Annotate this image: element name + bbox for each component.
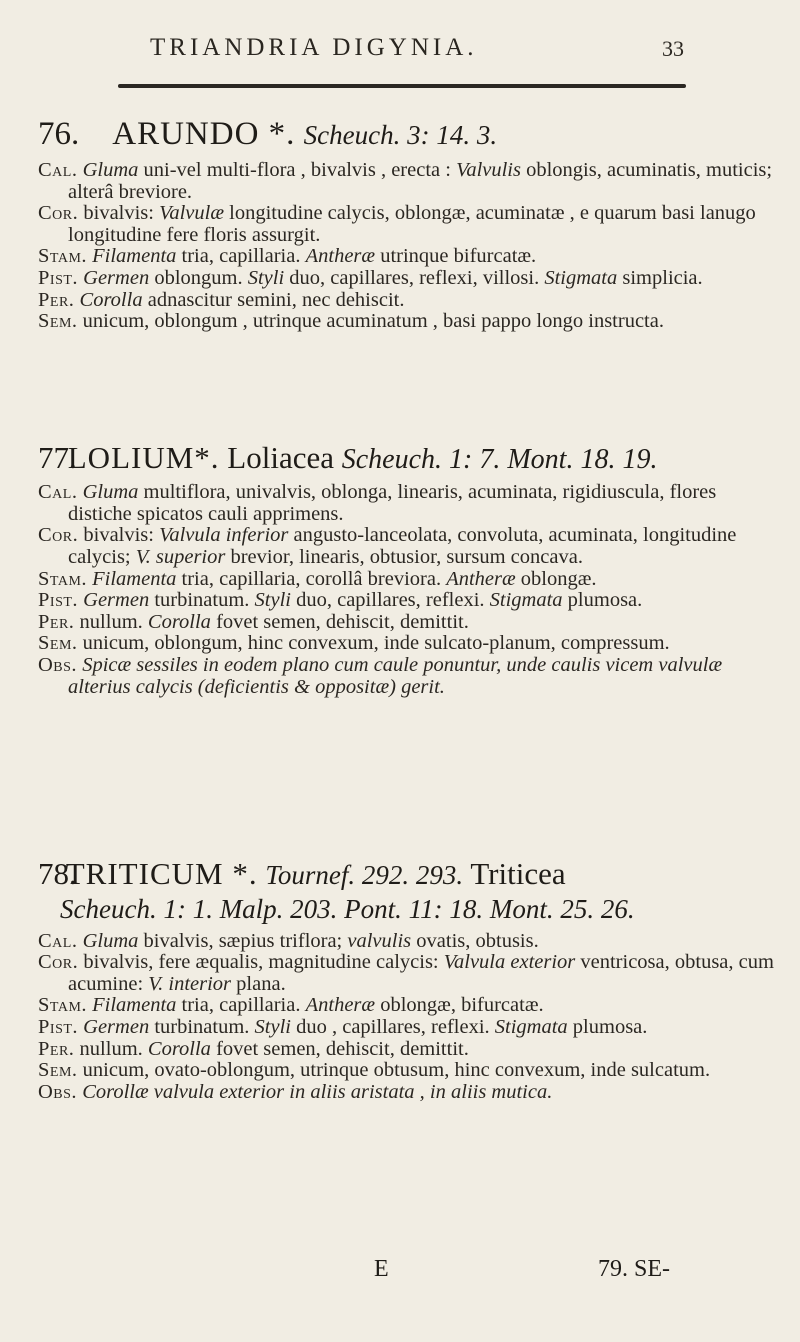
italic-term: Filamenta [92,245,177,268]
description-text: unicum, ovato-oblongum, utrinque obtusum, hinc convexum, inde sulcatum. [82,1059,711,1082]
description-text: plana. [231,972,286,995]
description-text: utrinque bifurcatæ. [375,245,537,268]
italic-term: Valvula exterior [443,951,576,974]
description-text: multiflora, univalvis, oblonga, linearis, acuminata, rigidiuscula, flores distiche spicatos cauli apprimens. [68,481,717,525]
entry-reference: Scheuch. 3: 14. 3. [303,120,498,150]
character-label: Obs. [38,653,78,676]
character-pist [38,268,778,290]
entry-heading-continued [60,892,778,925]
italic-term: Gluma [82,929,139,952]
character-stam [38,995,778,1017]
running-head: TRIANDRIA DIGYNIA. [150,34,478,61]
page-number: 33 [662,36,684,61]
signature-mark: E [374,1256,389,1282]
character-sem [38,311,778,333]
entry-number: 76. [38,116,80,152]
genus-entry-triticum [38,856,778,1103]
description-text: fovet semen, dehiscit, demittit. [210,610,469,633]
character-label: Per. [38,610,75,633]
character-label: Pist. [38,589,79,612]
description-text: plumosa. [567,1016,648,1039]
italic-term: Corolla [147,610,211,633]
italic-term: Corolla [79,288,143,311]
character-sem [38,633,778,655]
character-label: Per. [38,288,75,311]
italic-term: Spicæ sessiles in eodem plano cum caule ponuntur, unde caulis vicem valvulæ alterius calycis (deficientis & oppositæ) gerit. [68,653,723,698]
description-text: oblongum. [149,266,248,289]
description-text: turbinatum. [149,589,255,612]
catchword-line [0,1256,800,1286]
italic-term: Stigmata [489,589,563,612]
character-cor [38,203,778,246]
character-label: Per. [38,1037,75,1060]
character-label: Pist. [38,1016,79,1039]
description-text: unicum, oblongum, hinc convexum, inde sulcato-planum, compressum. [82,632,670,655]
page-header [0,34,800,66]
catchword: 79. SE- [598,1256,670,1282]
character-label: Stam. [38,245,88,268]
italic-term: V. superior [135,545,226,568]
italic-term: Antheræ [446,567,516,590]
character-label: Cal. [38,929,78,952]
description-text: nullum. [79,1037,148,1060]
description-text: plumosa. [562,589,643,612]
description-text: longitudine calycis, oblongæ, acuminatæ , e quarum basi lanugo longitudine fere floris assurgit. [68,202,756,246]
italic-term: Germen [83,1016,150,1039]
description-text: ventricosa, obtusa, cum acumine: [68,951,774,995]
italic-term: Styli [254,1016,291,1039]
genus-name: LOLIUM*. [67,440,220,475]
description-text: duo, capillares, reflexi, villosi. [284,266,545,289]
character-sem [38,1060,778,1082]
description-text: bivalvis, sæpius triflora; [138,929,348,952]
description-text: bivalvis, fere æqualis, magnitudine calycis: [83,951,444,974]
character-stam [38,569,778,591]
character-label: Cal. [38,481,78,504]
italic-term: Filamenta [92,567,177,590]
character-label: Sem. [38,632,78,655]
italic-term: V. interior [148,972,232,995]
character-cor [38,525,778,568]
character-label: Pist. [38,266,79,289]
character-cal [38,160,778,203]
character-label: Sem. [38,310,78,333]
description-text: unicum, oblongum , utrinque acuminatum , basi pappo longo instructa. [82,310,664,333]
character-pist [38,590,778,612]
character-label: Cor. [38,202,79,225]
italic-term: Gluma [82,481,139,504]
italic-term: Valvulæ [159,202,225,225]
character-label: Cor. [38,951,79,974]
reference-plain: Triticea [470,856,566,891]
italic-term: Antheræ [305,994,376,1017]
italic-term: Antheræ [305,245,376,268]
entry-heading [38,440,778,476]
character-cal [38,482,778,525]
character-per [38,612,778,634]
reference-plain: Loliacea [227,440,334,475]
entry-reference: Tournef. 292. 293. [265,860,464,890]
character-label: Obs. [38,1080,78,1103]
character-label: Stam. [38,567,88,590]
description-text: duo , capillares, reflexi. [290,1016,495,1039]
description-text: tria, capillaria. [176,994,306,1017]
description-text: ovatis, obtusis. [411,929,539,952]
italic-term: Gluma [82,158,139,181]
header-rule [118,84,686,88]
description-text: oblongæ, bifurcatæ. [375,994,544,1017]
italic-term: Valvulis [456,158,521,181]
description-text: tria, capillaria, corollâ breviora. [176,567,447,590]
description-text: uni-vel multi-flora , bivalvis , erecta : [138,158,457,181]
entry-reference-2: Scheuch. 1: 1. Malp. 203. Pont. 11: 18. Mont. 25. 26. [60,893,635,924]
italic-term: Germen [83,589,150,612]
description-text: angusto-lanceolata, convoluta, acuminata, longitudine calycis; [68,524,737,568]
description-text: bivalvis: [83,202,160,225]
description-text: simplicia. [617,266,703,289]
description-text: adnascitur semini, nec dehiscit. [142,288,405,311]
description-text: bivalvis: [83,524,160,547]
character-per [38,1039,778,1061]
italic-term: Corollæ valvula exterior in aliis aristata , in aliis mutica. [82,1080,553,1103]
character-cal [38,931,778,953]
description-text: oblongis, acuminatis, muticis; alterâ breviore. [68,158,773,203]
italic-term: Valvula inferior [159,524,289,547]
description-text: brevior, linearis, obtusior, sursum concava. [225,545,583,568]
entry-heading [38,116,778,154]
character-obs [38,655,778,698]
entry-number: 78. [38,856,77,891]
italic-term: Corolla [147,1037,211,1060]
character-obs [38,1082,778,1104]
italic-term: Stigmata [494,1016,568,1039]
character-per [38,290,778,312]
character-pist [38,1017,778,1039]
description-text: oblongæ. [515,567,597,590]
character-list [38,931,778,1104]
description-text: duo, capillares, reflexi. [290,589,490,612]
italic-term: valvulis [347,929,412,952]
italic-term: Germen [83,266,150,289]
description-text: fovet semen, dehiscit, demittit. [210,1037,469,1060]
character-list [38,160,778,333]
entry-heading [38,856,778,892]
description-text: tria, capillaria. [176,245,306,268]
entry-reference: Scheuch. 1: 7. Mont. 18. 19. [341,444,658,475]
character-stam [38,246,778,268]
italic-term: Filamenta [92,994,177,1017]
genus-name: TRITICUM *. [65,856,258,891]
character-label: Cal. [38,158,78,181]
character-cor [38,952,778,995]
character-label: Stam. [38,994,88,1017]
italic-term: Stigmata [544,266,618,289]
character-label: Sem. [38,1059,78,1082]
genus-name: ARUNDO *. [112,116,296,152]
italic-term: Styli [254,589,291,612]
genus-entry-arundo [38,116,778,333]
character-label: Cor. [38,524,79,547]
entry-number: 77. [38,440,77,475]
genus-entry-lolium [38,440,778,698]
description-text: nullum. [79,610,148,633]
italic-term: Styli [247,266,285,289]
description-text: turbinatum. [149,1016,255,1039]
character-list [38,482,778,698]
